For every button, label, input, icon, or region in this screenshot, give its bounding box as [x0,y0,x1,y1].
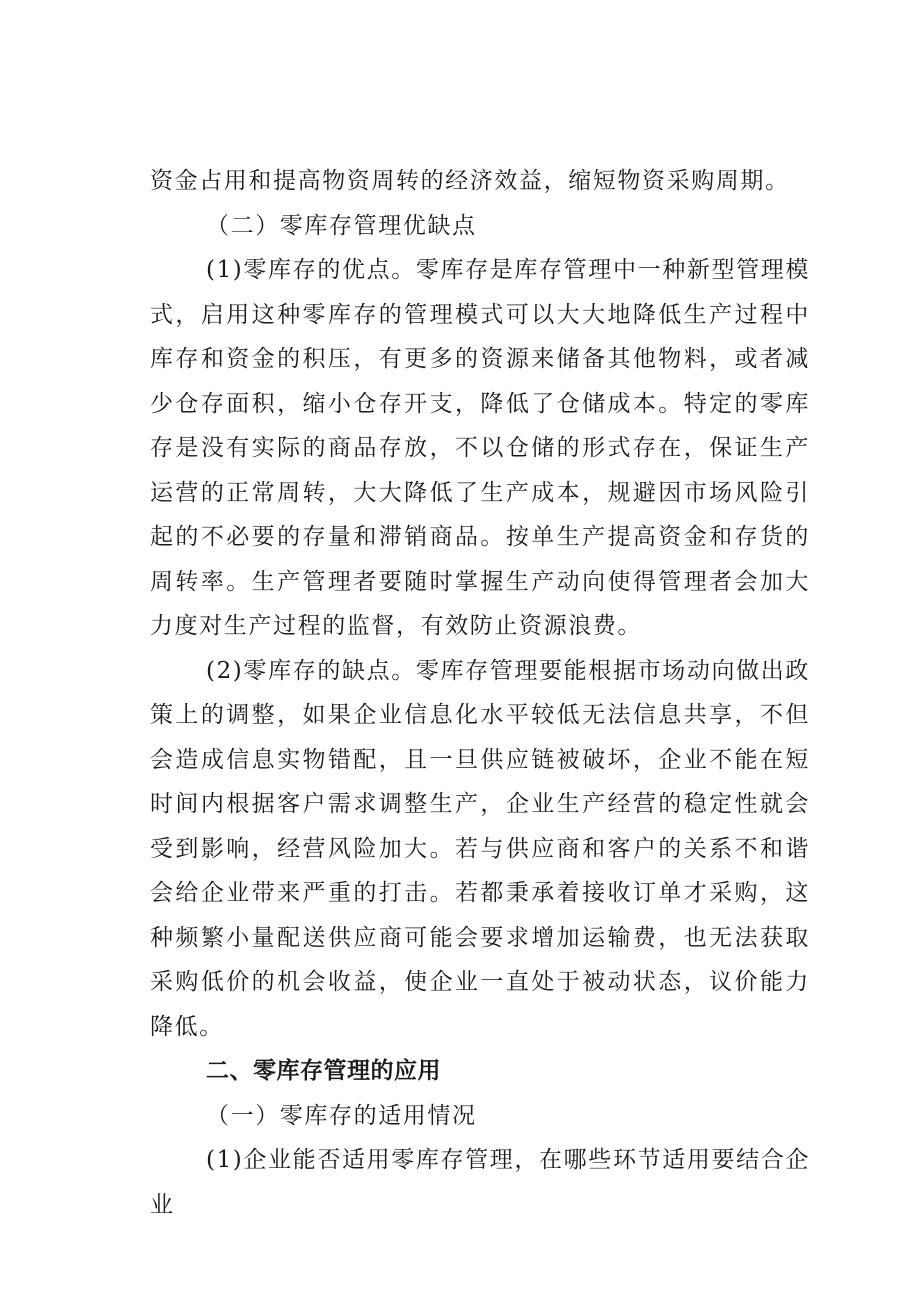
subheading-pros-cons: （二）零库存管理优缺点 [206,212,477,239]
paragraph-applicability: (1)企业能否适用零库存管理，在哪些环节适用要结合企业 [150,1147,810,1218]
paragraph-disadvantages: (2)零库存的缺点。零库存管理要能根据市场动向做出政策上的调整，如果企业信息化水平较低无法信息共享，不但会造成信息实物错配，且一旦供应链被破坏，企业不能在短时间内根据客户需求调整生产，企业生产经营的稳定性就会受到影响，经营风险加大。若与供应商和客户的关系不和谐会给企业带来严重的打击。若都秉承着接收订单才采购，这种频繁小量配送供应商可能会要求增加运输费，也无法获取采购低价的机会收益，使企业一直处于被动状态，议价能力降低。 [150,657,810,1040]
section-heading-application: 二、零库存管理的应用 [206,1058,441,1084]
paragraph-continuation: 资金占用和提高物资周转的经济效益，缩短物资采购周期。 [150,168,790,194]
paragraph-advantages: (1)零库存的优点。零库存是库存管理中一种新型管理模式，启用这种零库存的管理模式可以大大地降低生产过程中库存和资金的积压，有更多的资源来储备其他物料，或者减少仓存面积，缩小仓存开支，降低了仓储成本。特定的零库存是没有实际的商品存放，不以仓储的形式存在，保证生产运营的正常周转，大大降低了生产成本，规避因市场风险引起的不必要的存量和滞销商品。按单生产提高资金和存货的周转率。生产管理者要随时掌握生产动向使得管理者会加大力度对生产过程的监督，有效防止资源浪费。 [150,257,810,639]
document-body [150,159,810,1227]
subheading-applicable-situations: （一）零库存的适用情况 [206,1102,477,1129]
